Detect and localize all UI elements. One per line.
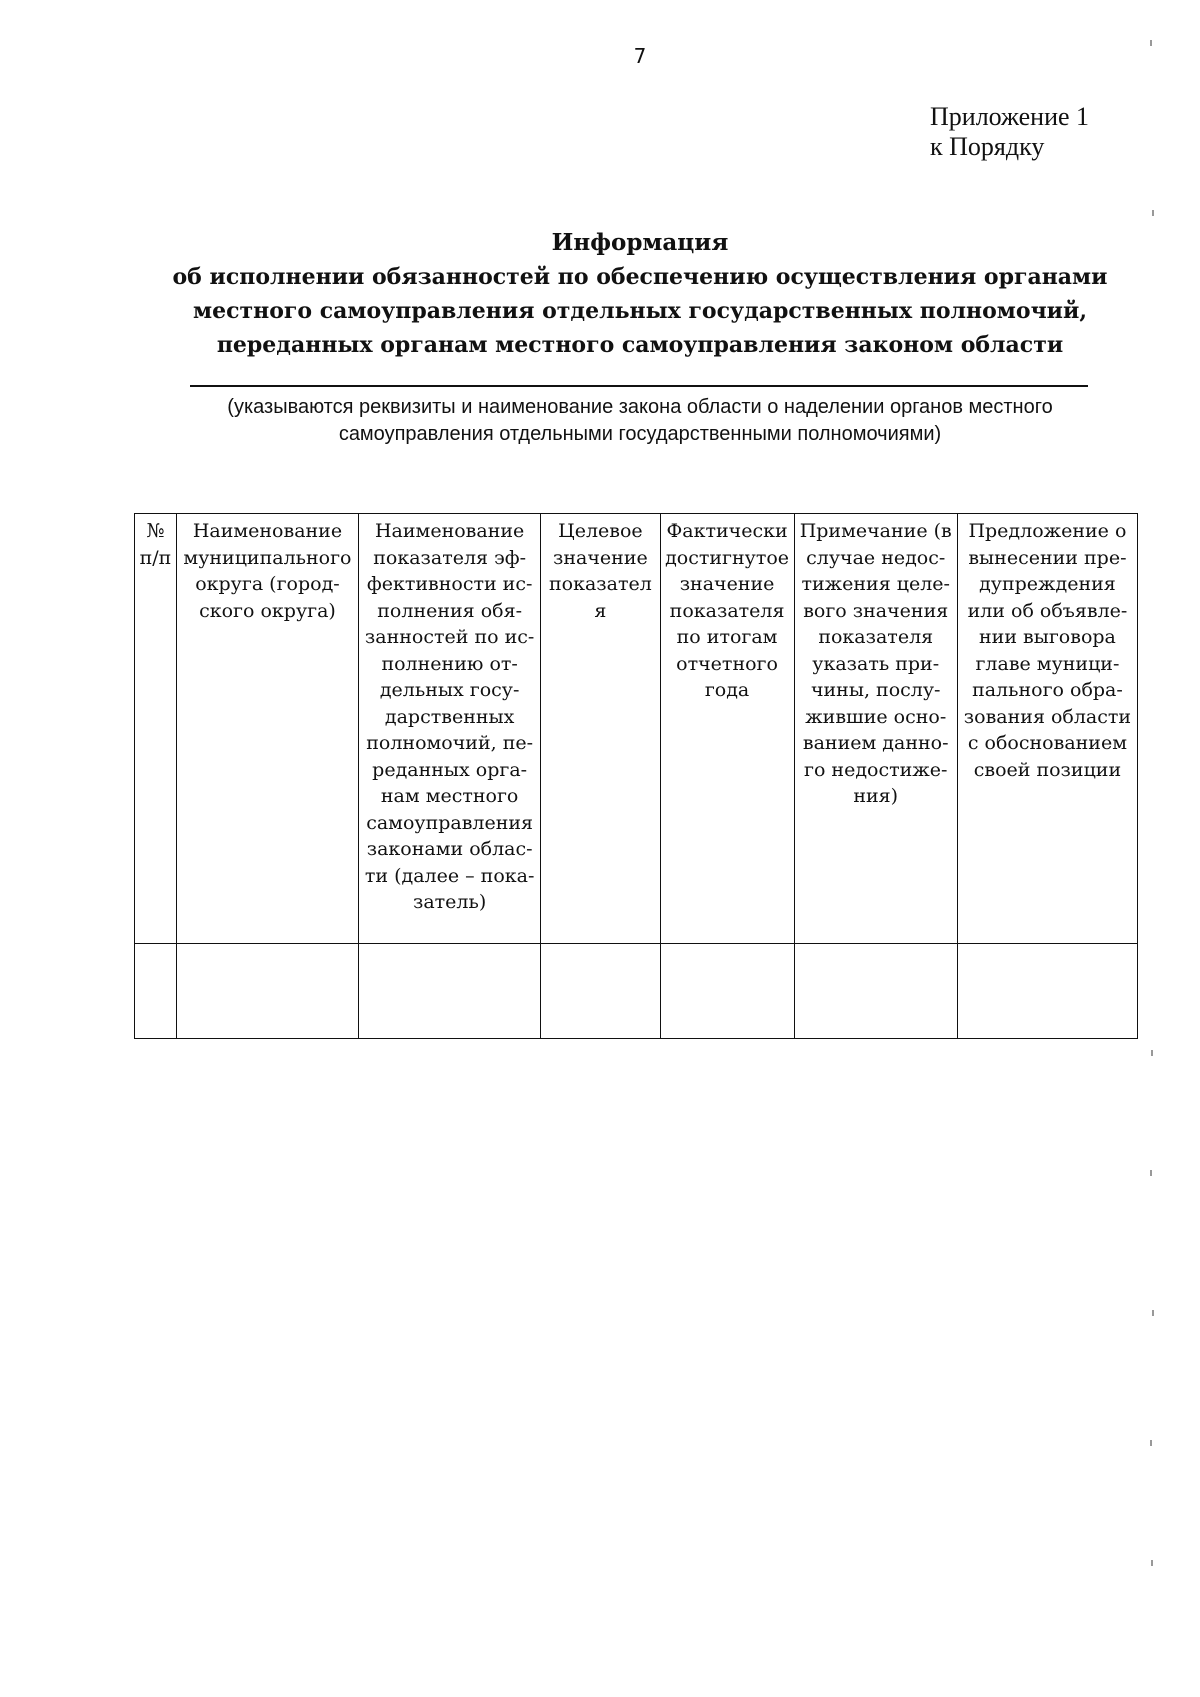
table-row [135,944,1138,1039]
fill-in-line [190,385,1088,387]
scan-artifact [1152,1310,1154,1316]
title-subtitle-line: переданных органам местного самоуправления законом области [216,332,1064,358]
page-number: 7 [633,44,647,68]
fill-in-hint-line: (указываются реквизиты и наименование закона области о наделении органов местного [227,396,1053,418]
scan-artifact [1152,210,1154,216]
table-cell [541,944,660,1039]
scan-artifact [1151,1560,1153,1566]
table-cell [359,944,541,1039]
column-header-actual-value: Фактически достигнутое значение показателя по итогам отчетного года [660,514,794,944]
appendix-label: Приложение 1 к Порядку [930,102,1090,161]
table-cell [660,944,794,1039]
title-main: Информация [551,229,729,256]
scan-artifact [1150,1170,1152,1176]
column-header-proposal: Предложение о вынесении пре- дупреждения или об объявле- нии выговора главе муници- пального обра- зования области с обоснованием своей позиции [957,514,1137,944]
table-cell [135,944,177,1039]
report-table [134,513,1138,1039]
column-header-target-value: Целевое значение показателя [541,514,660,944]
title-subtitle-line: об исполнении обязанностей по обеспечению осуществления органами [172,264,1108,290]
fill-in-hint-line: самоуправления отдельными государственными полномочиями) [338,423,942,445]
document-title [150,226,1130,362]
scan-artifact [1151,1050,1153,1056]
table-cell [176,944,358,1039]
column-header-note: Примечание (в случае недос- тижения целе- вого значения показателя указать при- чины, послу- жившие осно- ванием данно- го недостиже- ния) [794,514,957,944]
column-header-municipality: Наименование муниципального округа (город- ского округа) [176,514,358,944]
fill-in-hint [170,394,1110,448]
scan-artifact [1150,40,1152,46]
table-cell [957,944,1137,1039]
column-header-indicator: Наименование показателя эф- фективности ис- полнения обя- занностей по ис- полнению от- дельных госу- дарственных полномочий, пе- реданных орга- нам местного самоуправления законами облас- ти (далее – пока- затель) [359,514,541,944]
column-header-number: № п/п [135,514,177,944]
table-cell [794,944,957,1039]
title-subtitle-line: местного самоуправления отдельных государственных полномочий, [193,298,1087,324]
table-header-row [135,514,1138,944]
scan-artifact [1150,1440,1152,1446]
